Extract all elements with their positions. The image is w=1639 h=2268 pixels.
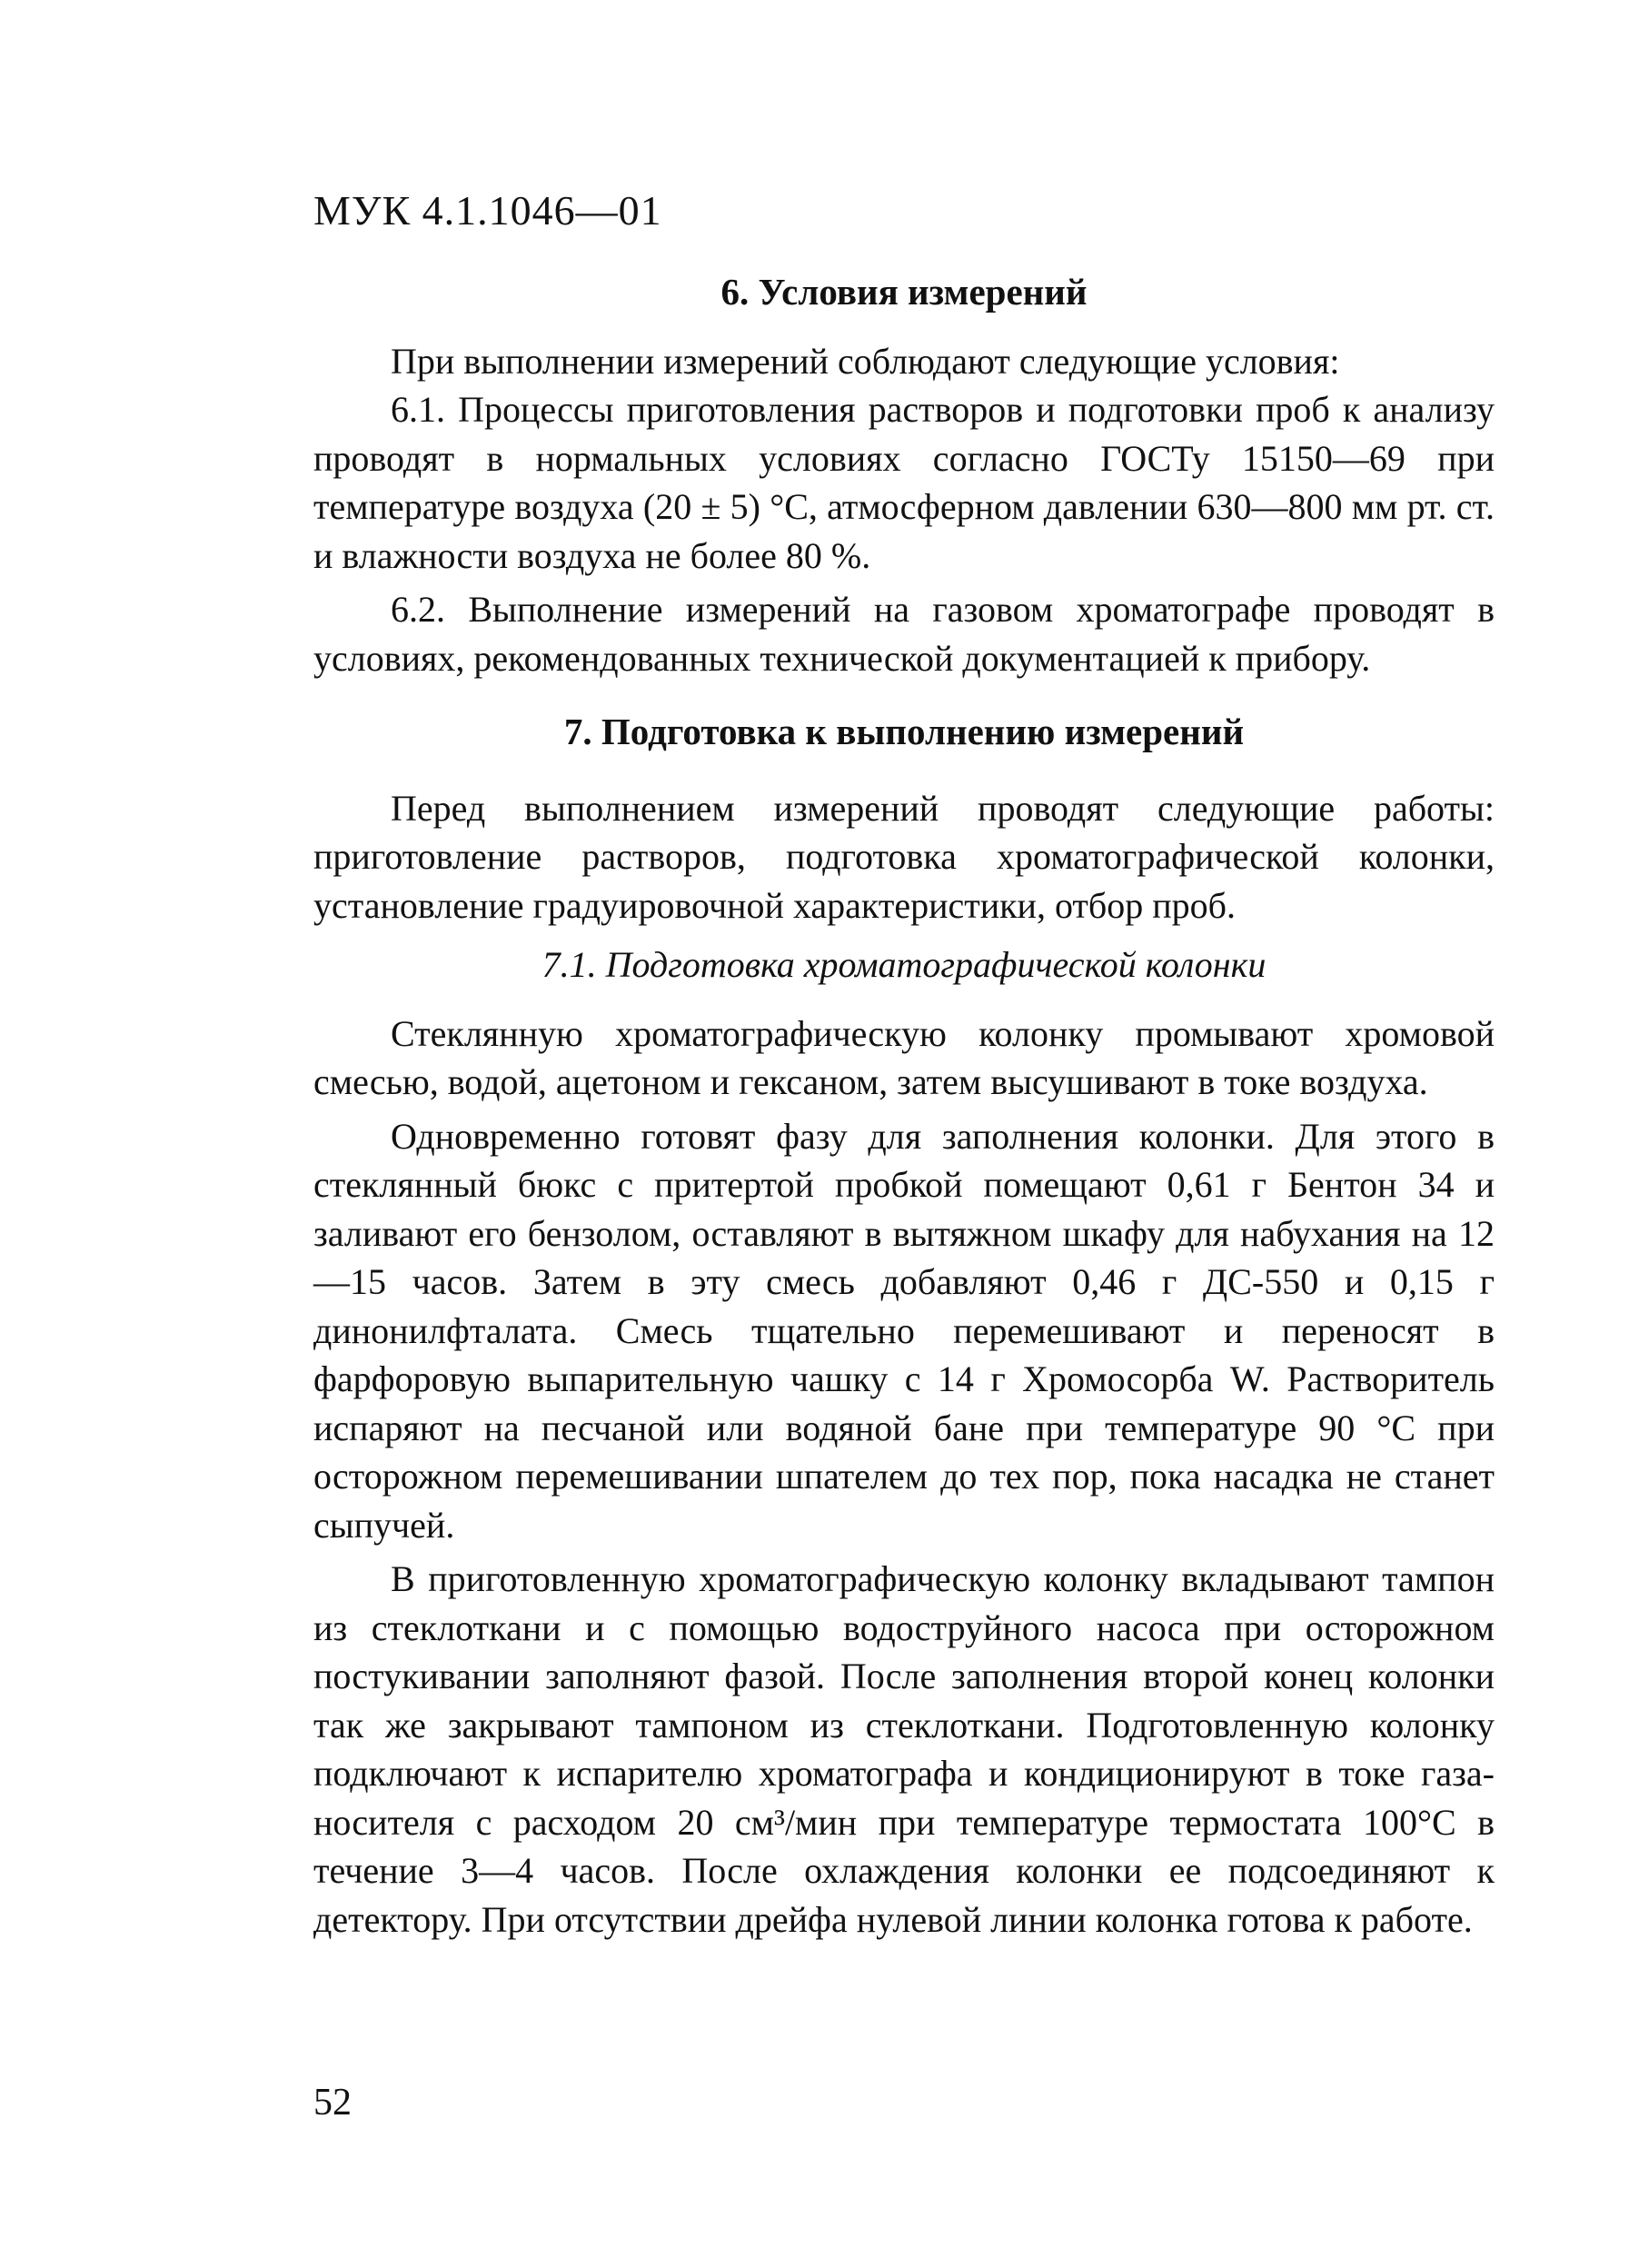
subsection-7-1-paragraph-3: В приготовленную хроматографическую колонку вкладывают тампон из стеклоткани и с помощью водоструйного насоса при осторожном постукивании заполняют фазой. После заполнения второй конец колонки так же закрывают тампоном из стеклоткани. Подготовленную колонку подключают к испарителю хроматографа и кондиционируют в токе газа-носителя с расходом 20 см³/мин при температуре термостата 100°С в течение 3—4 часов. После охлаждения колонки ее подсоединяют к детектору. При отсутствии дрейфа нулевой линии колонка готова к работе. bbox=[313, 1558, 1495, 1940]
section-6-intro: При выполнении измерений соблюдают следующие условия: bbox=[391, 340, 1340, 382]
document-header: МУК 4.1.1046—01 bbox=[313, 187, 662, 234]
subsection-7-1-paragraph-2: Одновременно готовят фазу для заполнения колонки. Для этого в стеклянный бюкс с притертой пробкой помещают 0,61 г Бентон 34 и заливают его бензолом, оставляют в вытяжном шкафу для набухания на 12—15 часов. Затем в эту смесь добавляют 0,46 г ДС-550 и 0,15 г динонилфталата. Смесь тщательно перемешивают и переносят в фарфоровую выпарительную чашку с 14 г Хромосорба W. Растворитель испаряют на песчаной или водяной бане при температуре 90 °С при осторожном перемешивании шпателем до тех пор, пока насадка не станет сыпучей. bbox=[313, 1115, 1495, 1546]
paragraph-6-1: 6.1. Процессы приготовления растворов и подготовки проб к анализу проводят в нормальных условиях согласно ГОСТу 15150—69 при температуре воздуха (20 ± 5) °С, атмосферном давлении 630—800 мм рт. ст. и влажности воздуха не более 80 %. bbox=[313, 389, 1495, 576]
section-6-heading: 6. Условия измерений bbox=[720, 271, 1088, 313]
subsection-7-1-paragraph-1: Стеклянную хроматографическую колонку промывают хромовой смесью, водой, ацетоном и гексаном, затем высушивают в токе воздуха. bbox=[313, 1012, 1495, 1102]
subsection-7-1-heading: 7.1. Подготовка хроматографической колонки bbox=[541, 944, 1266, 985]
page-body bbox=[313, 259, 1495, 1944]
page-number: 52 bbox=[313, 2082, 352, 2124]
section-7-heading: 7. Подготовка к выполнению измерений bbox=[563, 711, 1245, 752]
section-7-intro: Перед выполнением измерений проводят следующие работы: приготовление растворов, подготовка хроматографической колонки, установление градуировочной характеристики, отбор проб. bbox=[313, 787, 1495, 926]
paragraph-6-2: 6.2. Выполнение измерений на газовом хроматографе проводят в условиях, рекомендованных технической документацией к прибору. bbox=[313, 589, 1495, 679]
